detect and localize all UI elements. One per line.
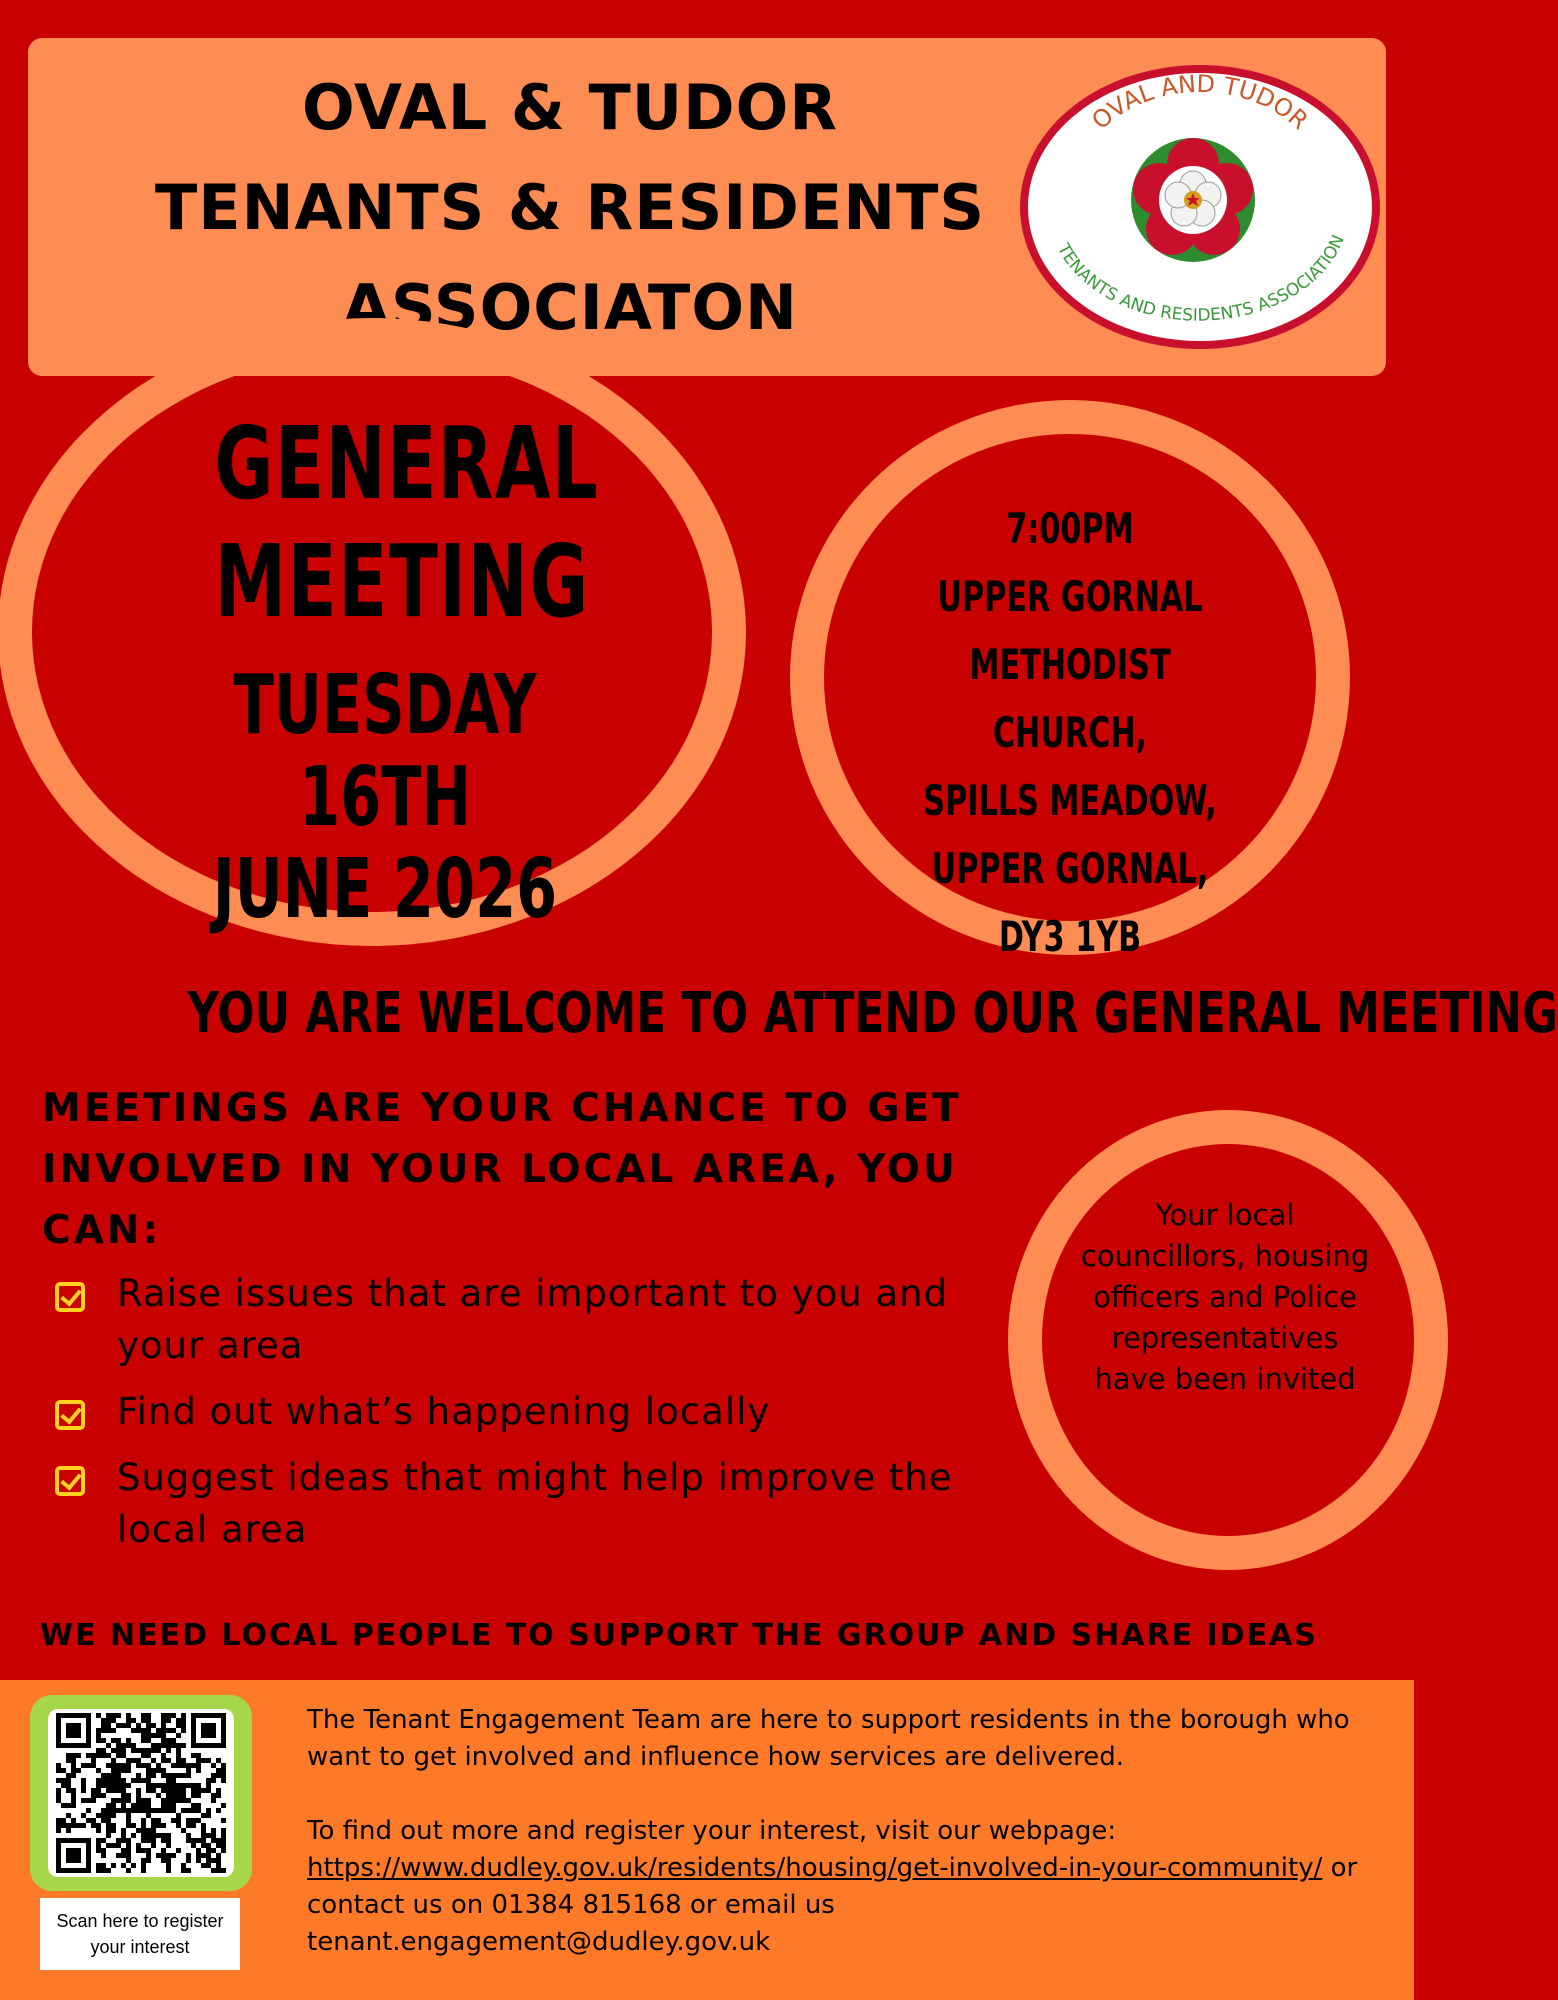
- footer-info: [307, 1702, 1387, 1961]
- venue-line-3: METHODIST CHURCH,: [969, 640, 1171, 757]
- footer-contact: or contact us on 01384 815168 or email us: [307, 1853, 1358, 1920]
- checkbox-icon: [55, 1282, 85, 1312]
- venue-time: 7:00PM: [1006, 504, 1134, 553]
- meeting-date: [165, 660, 604, 936]
- support-heading: WE NEED LOCAL PEOPLE TO SUPPORT THE GROUP AND SHARE IDEAS: [40, 1618, 1318, 1653]
- qr-code-frame[interactable]: [30, 1695, 252, 1891]
- title-line-1: OVAL & TUDOR: [301, 71, 839, 144]
- email-address[interactable]: tenant.engagement@dudley.gov.uk: [307, 1927, 771, 1957]
- meeting-title-line-1: GENERAL: [214, 405, 600, 522]
- meeting-date-line-1: TUESDAY 16TH: [233, 658, 537, 845]
- meeting-title-line-2: MEETING: [214, 523, 590, 640]
- venue-line-2: UPPER GORNAL: [937, 572, 1203, 621]
- welcome-heading: YOU ARE WELCOME TO ATTEND OUR GENERAL MEETING: [187, 981, 1558, 1046]
- list-item: [55, 1268, 985, 1372]
- chance-heading: MEETINGS ARE YOUR CHANCE TO GET INVOLVED IN YOUR LOCAL AREA, YOU CAN:: [42, 1086, 962, 1253]
- list-item: [55, 1452, 985, 1556]
- venue-line-5: UPPER GORNAL,: [931, 844, 1209, 893]
- checkbox-icon: [55, 1400, 85, 1430]
- title-line-3: ASSOCIATON: [342, 271, 798, 344]
- list-item-text: Suggest ideas that might help improve the local area: [117, 1456, 953, 1551]
- footer-contact-line: [307, 1850, 1387, 1924]
- venue-postcode: DY3 1YB: [998, 912, 1142, 961]
- footer-find-out: To find out more and register your interest, visit our webpage:: [307, 1816, 1117, 1846]
- venue-line-4: SPILLS MEADOW,: [923, 776, 1217, 825]
- list-item: [55, 1386, 985, 1438]
- checklist: [55, 1268, 985, 1570]
- venue-details: [912, 495, 1229, 971]
- list-item-text: Raise issues that are important to you and your area: [117, 1272, 949, 1367]
- qr-code-icon: [56, 1713, 226, 1873]
- logo-top-text: OVAL AND TUDOR: [1086, 69, 1314, 136]
- meeting-title: [214, 405, 600, 641]
- association-title: [100, 58, 1040, 358]
- tudor-rose-icon: [1131, 138, 1255, 262]
- scan-label: Scan here to register your interest: [40, 1898, 240, 1970]
- list-item-text: Find out what’s happening locally: [117, 1390, 771, 1433]
- title-line-2: TENANTS & RESIDENTS: [154, 171, 986, 244]
- meeting-date-line-2: JUNE 2026: [212, 842, 558, 937]
- webpage-link[interactable]: https://www.dudley.gov.uk/residents/housing/get-involved-in-your-community/: [307, 1853, 1323, 1883]
- checkbox-icon: [55, 1466, 85, 1496]
- footer-intro: The Tenant Engagement Team are here to support residents in the borough who want to get involved and influence how services are delivered.: [307, 1705, 1350, 1772]
- logo-bottom-text: TENANTS AND RESIDENTS ASSOCIATION: [1052, 232, 1349, 326]
- association-logo: [1015, 62, 1385, 352]
- invited-note: Your local councillors, housing officers and Police representatives have been invited: [1080, 1198, 1370, 1396]
